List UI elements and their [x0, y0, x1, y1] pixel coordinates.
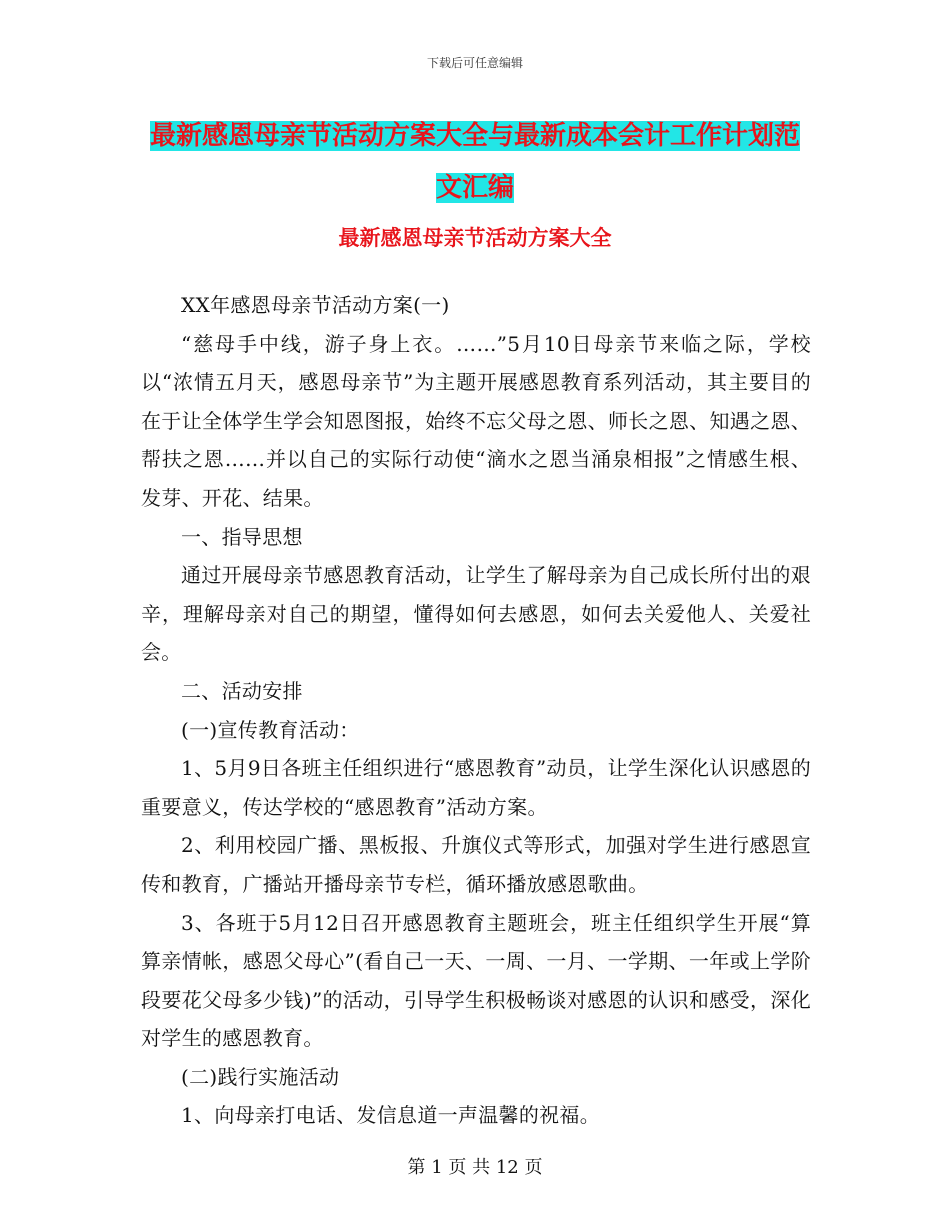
paragraph: 二、活动安排 — [181, 678, 303, 703]
paragraph: (一)宣传教育活动： — [181, 717, 360, 742]
document-body — [141, 286, 811, 1135]
section-title: 最新感恩母亲节活动方案大全 — [338, 226, 612, 250]
paragraph: XX年感恩母亲节活动方案(一) — [181, 293, 450, 317]
document-title-text: 最新感恩母亲节活动方案大全与最新成本会计工作计划范文汇编 — [149, 121, 800, 203]
paragraph: “慈母手中线，游子身上衣。……”5月10日母亲节来临之际，学校以“浓情五月天，感恩母亲节”为主题开展感恩教育系列活动，其主要目的在于让全体学生学会知恩图报，始终不忘父母之恩、师长之恩、知遇之恩、帮扶之恩……并以自己的实际行动使“滴水之恩当涌泉相报”之情感生根、发芽、开花、结果。 — [141, 331, 811, 510]
document-title — [140, 110, 810, 214]
paragraph: 1、向母亲打电话、发信息道一声温馨的祝福。 — [181, 1103, 601, 1128]
paragraph: 3、各班于5月12日召开感恩教育主题班会，班主任组织学生开展“算算亲情帐，感恩父母心”(看自己一天、一周、一月、一学期、一年或上学阶段要花父母多少钱)”的活动，引导学生积极畅谈对感恩的认识和感受，深化对学生的感恩教育。 — [141, 910, 811, 1051]
page-footer: 第 1 页 共 12 页 — [407, 1157, 543, 1178]
paragraph: 一、指导思想 — [181, 524, 303, 549]
paragraph: 1、5月9日各班主任组织进行“感恩教育”动员，让学生深化认识感恩的重要意义，传达学校的“感恩教育”活动方案。 — [141, 756, 811, 819]
paragraph: 通过开展母亲节感恩教育活动，让学生了解母亲为自己成长所付出的艰辛，理解母亲对自己的期望，懂得如何去感恩，如何去关爱他人、关爱社会。 — [141, 563, 811, 665]
paragraph: (二)践行实施活动 — [181, 1064, 340, 1089]
paragraph: 2、利用校园广播、黑板报、升旗仪式等形式，加强对学生进行感恩宣传和教育，广播站开播母亲节专栏，循环播放感恩歌曲。 — [141, 833, 811, 896]
header-note: 下载后可任意编辑 — [426, 56, 523, 70]
